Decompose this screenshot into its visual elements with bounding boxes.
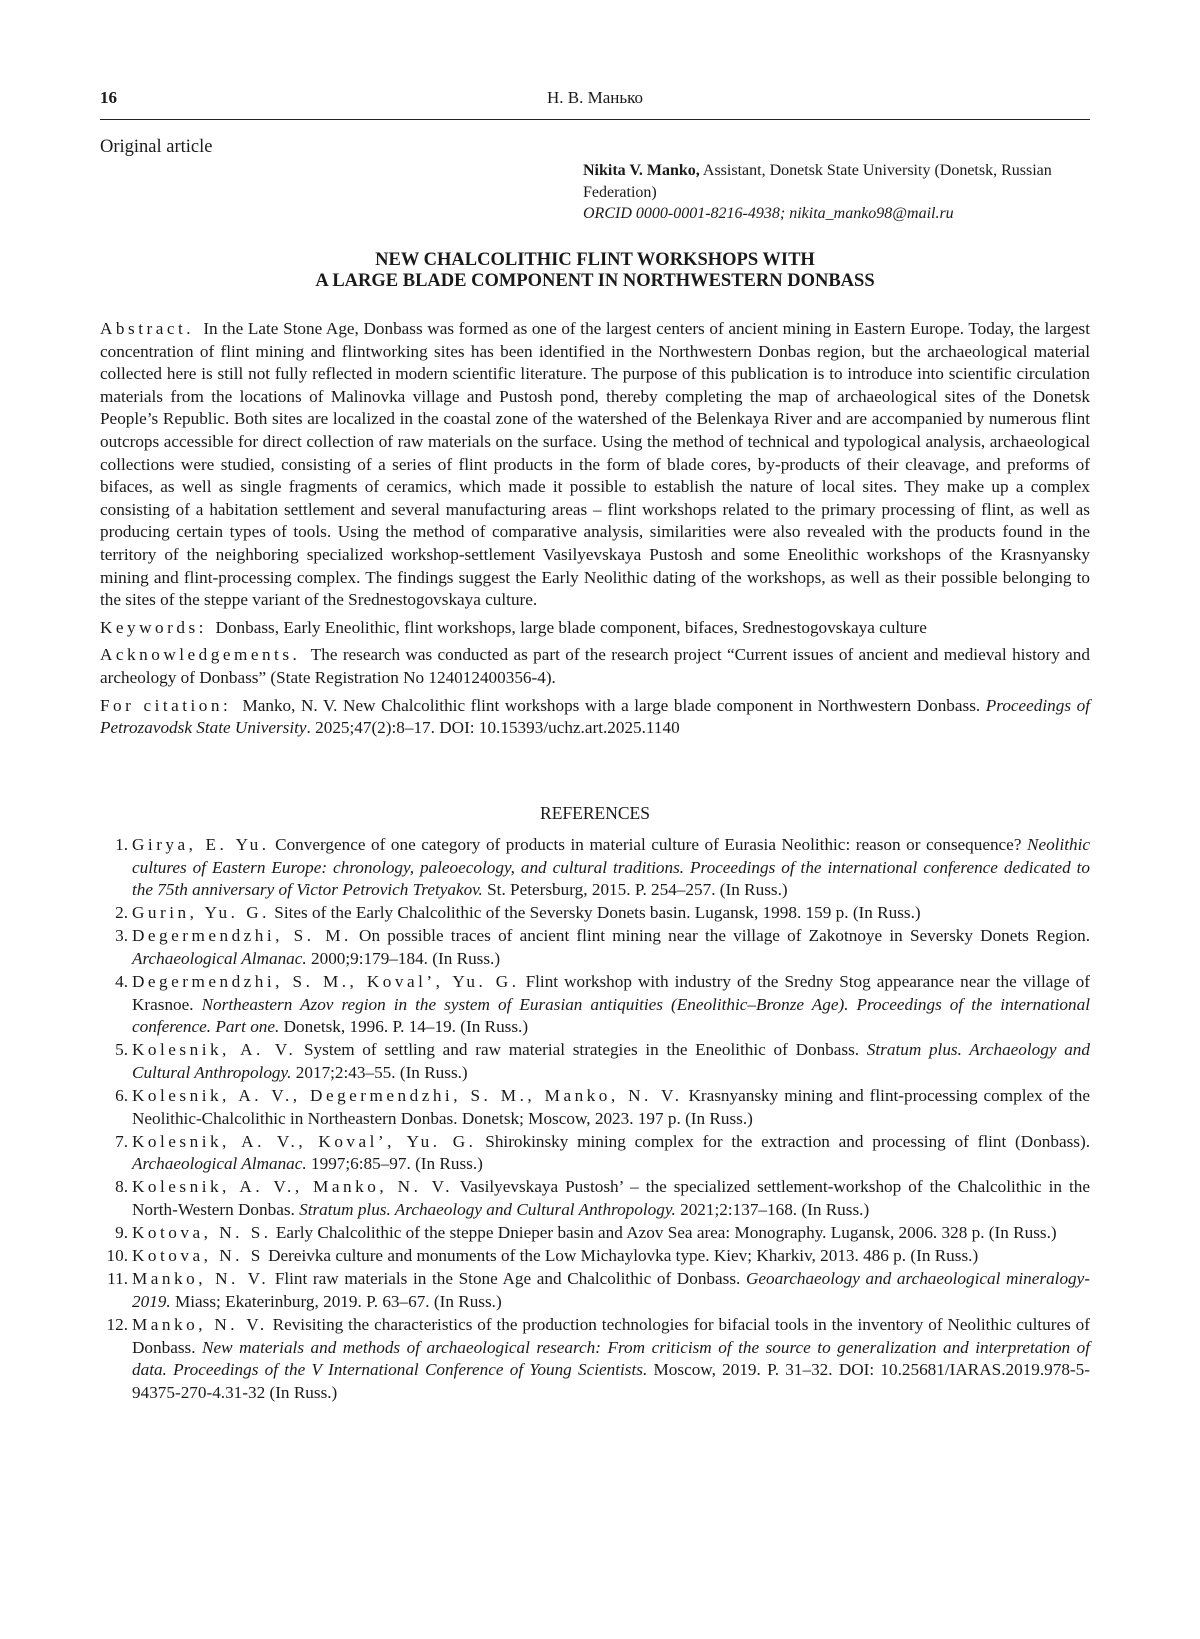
reference-item (100, 1039, 1090, 1084)
abstract (100, 318, 1090, 612)
reference-item (100, 834, 1090, 902)
reference-number: 4. (115, 972, 128, 992)
reference-authors: Gurin, Yu. G. (132, 903, 270, 923)
reference-number: 3. (115, 926, 128, 946)
reference-tail: 2000;9:179–184. (In Russ.) (306, 948, 501, 968)
running-head (100, 88, 1090, 112)
page-number: 16 (100, 88, 117, 107)
reference-item (100, 1268, 1090, 1313)
running-head-author: Н. В. Манько (546, 88, 644, 107)
reference-number: 10. (106, 1246, 128, 1266)
reference-authors: Kolesnik, A. V., Manko, N. V. (132, 1177, 454, 1197)
reference-text: Shirokinsky mining complex for the extraction and processing of flint (Donbass). (476, 1131, 1090, 1151)
reference-authors: Degermendzhi, S. M. (132, 926, 352, 946)
references-list (100, 834, 1090, 1405)
reference-authors: Kolesnik, A. V. (132, 1040, 297, 1060)
reference-authors: Kolesnik, A. V., Degermendzhi, S. M., Manko, N. V. (132, 1086, 683, 1106)
reference-number: 8. (115, 1177, 128, 1197)
reference-tail: Moscow, 2019. P. 31–32. DOI: 10.25681/IARAS.2019.978-5-94375-270-4.31-32 (In Russ.) (132, 1360, 1090, 1402)
reference-text: Flint workshop with industry of the Sredny Stog appearance near the village of Krasnoe. (132, 972, 1090, 1014)
reference-number: 2. (115, 903, 128, 923)
reference-item (100, 925, 1090, 970)
references-heading: REFERENCES (540, 803, 650, 823)
reference-tail: Donetsk, 1996. P. 14–19. (In Russ.) (279, 1017, 529, 1037)
reference-text: Sites of the Early Chalcolithic of the Seversky Donets basin. Lugansk, 1998. 159 p. (In Russ.) (269, 903, 921, 923)
abstract-label: Abstract. (100, 319, 195, 338)
reference-text: Dereivka culture and monuments of the Low Michaylovka type. Kiev; Kharkiv, 2013. 486 p. (In Russ.) (263, 1246, 979, 1266)
header-rule (100, 119, 1090, 120)
reference-source: Archaeological Almanac. (132, 948, 307, 968)
reference-number: 6. (115, 1086, 128, 1106)
reference-item (100, 1085, 1090, 1130)
title-line-1: NEW CHALCOLITHIC FLINT WORKSHOPS WITH (375, 250, 815, 270)
reference-text: Revisiting the characteristics of the production technologies for bifacial tools in the inventory of Neolithic cultures of Donbass. (132, 1314, 1090, 1357)
reference-text: On possible traces of ancient flint mining near the village of Zakotnoye in Seversky Donets Region. (351, 926, 1090, 946)
reference-source: Stratum plus. Archaeology and Cultural Anthropology. (299, 1200, 676, 1219)
reference-source: Stratum plus. Archaeology and Cultural Anthropology. (132, 1040, 1090, 1082)
citation (100, 695, 1090, 740)
reference-number: 12. (106, 1314, 128, 1334)
keywords-label: Keywords: (100, 617, 207, 637)
reference-text: Flint raw materials in the Stone Age and Chalcolithic of Donbass. (269, 1269, 746, 1289)
reference-source: Geoarchaeology and archaeological mineralogy-2019. (132, 1269, 1090, 1311)
article-title (100, 250, 1090, 292)
reference-number: 1. (115, 835, 128, 854)
reference-source: Neolithic cultures of Eastern Europe: chronology, paleoecology, and cultural traditions. Proceedings of the international conference dedicated to the 75th anniversary of Victor Petrovich Tretyakov. (132, 835, 1090, 900)
author-name: Nikita V. Manko, (583, 162, 700, 179)
acknowledgements-label: Acknowledgements. (100, 645, 301, 665)
reference-tail: 1997;6:85–97. (In Russ.) (306, 1154, 483, 1174)
reference-item (100, 902, 1090, 925)
reference-text: Krasnyansky mining and flint-processing complex of the Neolithic-Chalcolithic in Northeastern Donbas. Donetsk; Moscow, 2023. 197 p. (In Russ.) (132, 1086, 1090, 1128)
acknowledgements-text: The research was conducted as part of the research project “Current issues of ancient and medieval history and archeology of Donbass” (State Registration No 124012400356-4). (100, 645, 1090, 687)
reference-tail: Miass; Ekaterinburg, 2019. P. 63–67. (In Russ.) (170, 1291, 502, 1311)
reference-authors: Kotova, N. S. (132, 1223, 272, 1243)
author-affiliation: Assistant, Donetsk State University (Donetsk, Russian Federation) (583, 162, 1052, 201)
reference-number: 11. (107, 1269, 128, 1289)
reference-tail: St. Petersburg, 2015. P. 254–257. (In Russ.) (482, 880, 788, 900)
reference-authors: Manko, N. V. (132, 1269, 270, 1289)
reference-text: Vasilyevskaya Pustosh’ – the specialized settlement-workshop of the Chalcolithic in the North-Western Donbas. (132, 1177, 1091, 1219)
reference-number: 7. (115, 1131, 128, 1151)
reference-source: Archaeological Almanac. (132, 1154, 307, 1174)
abstract-text: In the Late Stone Age, Donbass was formed as one of the largest centers of ancient mining in Eastern Europe. Today, the largest concentration of flint mining and flintworking sites has been identified in the Northwestern Donbas region, but the archaeological material collected here is still not fully reflected in modern scientific literature. The purpose of this publication is to introduce into scientific circulation materials from the locations of Malinovka village and Pustosh pond, thereby completing the map of archaeological sites of the Donetsk People’s Republic. Both sites are localized in the coastal zone of the watershed of the Belenkaya River and are accompanied by numerous flint outcrops accessible for direct collection of raw materials on the surface. Using the method of technical and typological analysis, archaeological collections were studied, consisting of a series of flint products in the form of blade cores, by-products of their cleavage, and preforms of bifaces, as well as single fragments of ceramics, which made it possible to establish the nature of local sites. They make up a complex consisting of a habitation settlement and several manufacturing areas – flint workshops related to the primary processing of flint, as well as producing certain types of tools. Using the method of comparative analysis, similarities were also revealed with the products found in the territory of the neighboring specialized workshop-settlement Vasilyevskaya Pustosh and some Eneolithic workshops of the Krasnyansky mining and flint-processing complex. The findings suggest the Early Neolithic dating of the workshops, as well as their possible belonging to the sites of the steppe variant of the Srednestogovskaya culture. (100, 319, 1091, 610)
reference-authors: Girya, E. Yu. (132, 835, 270, 854)
reference-text: System of settling and raw material strategies in the Eneolithic of Donbass. (296, 1040, 867, 1060)
keywords (100, 617, 1090, 640)
reference-source: Northeastern Azov region in the system of Eurasian antiquities (Eneolithic–Bronze Age). Proceedings of the international conference. Part one. (132, 994, 1090, 1037)
article-type: Original article (100, 137, 213, 157)
acknowledgements (100, 644, 1090, 689)
reference-authors: Kotova, N. S (132, 1246, 264, 1266)
citation-text: Manko, N. V. New Chalcolithic flint workshops with a large blade component in Northwestern Donbass. (242, 695, 986, 715)
reference-item (100, 971, 1090, 1039)
reference-tail: 2021;2:137–168. (In Russ.) (675, 1200, 870, 1219)
author-block (583, 160, 1093, 225)
reference-item (100, 1131, 1090, 1176)
citation-journal: Proceedings of Petrozavodsk State University (100, 695, 1091, 738)
title-line-2: A LARGE BLADE COMPONENT IN NORTHWESTERN DONBASS (315, 271, 875, 291)
reference-source: New materials and methods of archaeological research: From criticism of the source to generalization and interpretation of data. Proceedings of the V International Conference of Young Scientists. (132, 1337, 1091, 1380)
reference-tail: 2017;2:43–55. (In Russ.) (291, 1062, 468, 1082)
reference-item (100, 1245, 1090, 1268)
reference-item (100, 1176, 1090, 1221)
reference-item (100, 1222, 1090, 1245)
author-orcid-email: ORCID 0000-0001-8216-4938; nikita_manko98@mail.ru (583, 205, 954, 222)
reference-authors: Kolesnik, A. V., Koval’, Yu. G. (132, 1131, 477, 1151)
reference-authors: Manko, N. V. (132, 1314, 268, 1334)
reference-authors: Degermendzhi, S. M., Koval’, Yu. G. (132, 972, 520, 992)
reference-number: 5. (115, 1040, 128, 1060)
citation-details: . 2025;47(2):8–17. DOI: 10.15393/uchz.art.2025.1140 (306, 718, 680, 738)
reference-item (100, 1314, 1090, 1404)
reference-text: Early Chalcolithic of the steppe Dnieper basin and Azov Sea area: Monography. Lugansk, 2006. 328 p. (In Russ.) (271, 1223, 1057, 1243)
reference-text: Convergence of one category of products in material culture of Eurasia Neolithic: reason or consequence? (269, 835, 1027, 854)
reference-number: 9. (115, 1223, 128, 1243)
citation-label: For citation: (100, 695, 232, 715)
keywords-text: Donbass, Early Eneolithic, flint workshops, large blade component, bifaces, Srednestogovskaya culture (215, 617, 927, 637)
front-matter (100, 318, 1090, 745)
